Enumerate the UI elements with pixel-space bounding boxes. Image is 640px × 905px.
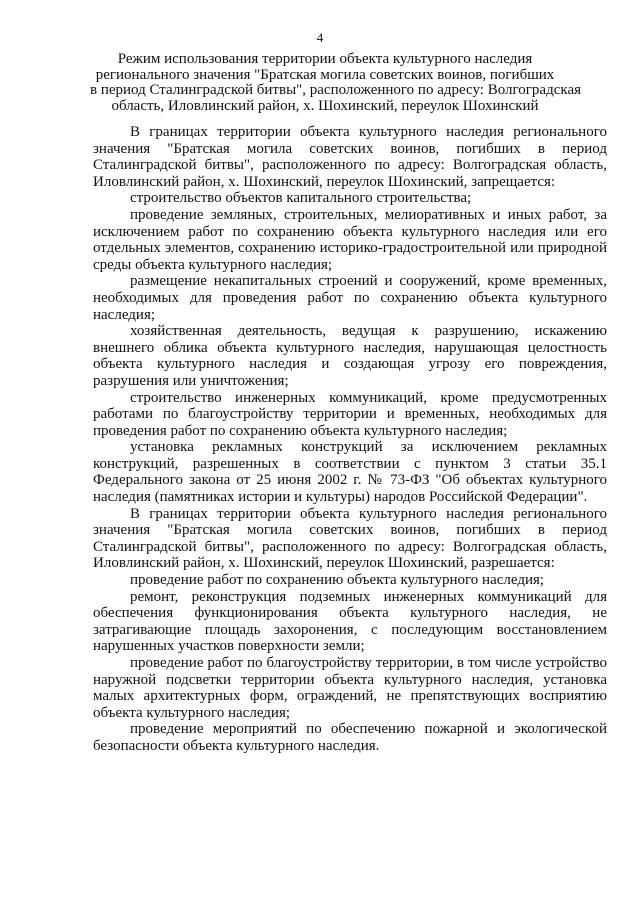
paragraph-item: проведение мероприятий по обеспечению пожарной и экологической безопасности объекта культурного наследия.: [93, 721, 607, 754]
paragraph-item: ремонт, реконструкция подземных инженерных коммуникаций для обеспечения функционирования объекта культурного наследия, не затрагивающие площадь захоронения, с последующим восстановлением нарушенных участков поверхности земли;: [93, 588, 607, 655]
page-number: 4: [316, 30, 324, 45]
paragraph-prohibited-intro: В границах территории объекта культурного наследия регионального значения "Братская могила советских воинов, погибших в период Сталинградской битвы", расположенного по адресу: Волгоградская область, Иловлинский район, х. Шохинский, переулок Шохинский, запрещается:: [93, 124, 607, 190]
paragraph-item: хозяйственная деятельность, ведущая к разрушению, искажению внешнего облика объекта культурного наследия, нарушающая целостность объекта культурного наследия и создающая угрозу его повреждения, разрушения или уничтожения;: [93, 323, 607, 389]
paragraph-permitted-intro: В границах территории объекта культурного наследия регионального значения "Братская могила советских воинов, погибших в период Сталинградской битвы", расположенного по адресу: Волгоградская область, Иловлинский район, х. Шохинский, переулок Шохинский, разрешается:: [93, 505, 607, 572]
document-title: [90, 51, 582, 114]
paragraph-item: строительство инженерных коммуникаций, кроме предусмотренных работами по благоустройству территории и временных, необходимых для проведения работ по сохранению объекта культурного наследия;: [93, 389, 607, 439]
paragraph-item: строительство объектов капитального строительства;: [130, 190, 472, 207]
title-line-1: Режим использования территории объекта культурного наследия: [117, 51, 533, 67]
paragraph-item: проведение работ по сохранению объекта культурного наследия;: [130, 572, 545, 589]
title-line-2: регионального значения "Братская могила советских воинов, погибших: [95, 66, 555, 83]
paragraph-item: размещение некапитальных строений и сооружений, кроме временных, необходимых для проведения работ по сохранению объекта культурного наследия;: [93, 273, 607, 323]
paragraph-item: проведение работ по благоустройству территории, в том числе устройство наружной подсветки территории объекта культурного наследия, установка малых архитектурных форм, ограждений, не препятствующих восприятию объекта культурного наследия;: [93, 655, 607, 721]
title-line-4: область, Иловлинский район, х. Шохинский, переулок Шохинский: [111, 97, 539, 114]
title-line-3: в период Сталинградской битвы", расположенного по адресу: Волгоградская: [90, 82, 582, 98]
paragraph-item: проведение земляных, строительных, мелиоративных и иных работ, за исключением работ по сохранению объекта культурного наследия или его отдельных элементов, сохранению историко-градостроительной или природной среды объекта культурного наследия;: [93, 206, 607, 273]
paragraph-item: установка рекламных конструкций за исключением рекламных конструкций, разрешенных в соответствии с пунктом 3 статьи 35.1 Федерального закона от 25 июня 2002 г. № 73-ФЗ "Об объектах культурного наследия (памятниках истории и культуры) народов Российской Федерации".: [93, 439, 607, 506]
document-body: [93, 124, 607, 755]
